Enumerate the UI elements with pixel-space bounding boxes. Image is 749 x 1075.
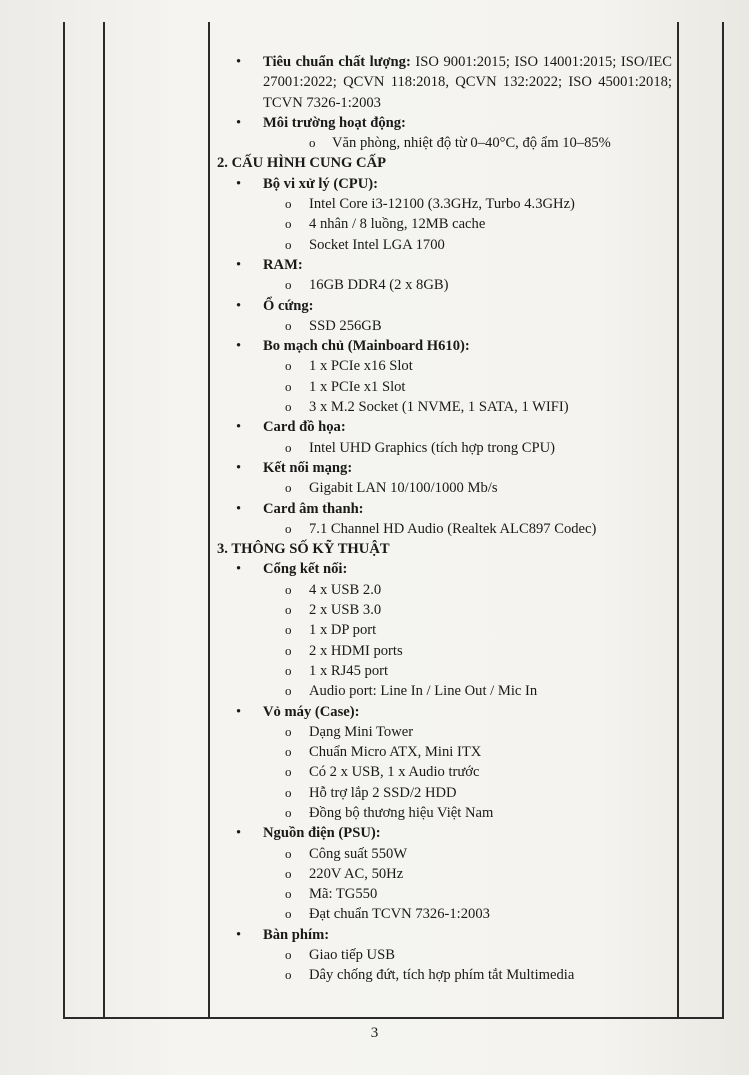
spec-group-title: Card âm thanh: bbox=[263, 500, 364, 517]
spec-item-text: Đạt chuẩn TCVN 7326-1:2003 bbox=[309, 906, 490, 923]
spec-group-vo-may-case bbox=[212, 702, 672, 722]
spec-item-text: Đồng bộ thương hiệu Việt Nam bbox=[309, 804, 494, 821]
sub-bullet-icon: o bbox=[309, 135, 316, 151]
spec-item bbox=[212, 580, 672, 600]
spec-group-bo-vi-xu-ly-cpu bbox=[212, 174, 672, 194]
sub-bullet-icon: o bbox=[285, 642, 292, 658]
environment-detail-text: Văn phòng, nhiệt độ từ 0–40°C, độ ẩm 10–85% bbox=[332, 135, 611, 152]
spec-group-ban-phim bbox=[212, 925, 672, 945]
bullet-icon: • bbox=[236, 419, 242, 436]
spec-item-text: Dây chống đứt, tích hợp phím tắt Multimedia bbox=[309, 967, 575, 984]
spec-group-title: RAM: bbox=[263, 256, 303, 273]
spec-group-title: Cổng kết nối: bbox=[263, 561, 348, 578]
bullet-icon: • bbox=[236, 561, 242, 578]
sub-bullet-icon: o bbox=[285, 602, 292, 618]
spec-item-text: 3 x M.2 Socket (1 NVME, 1 SATA, 1 WIFI) bbox=[309, 399, 569, 416]
bullet-icon: • bbox=[236, 825, 242, 842]
spec-item-text: 220V AC, 50Hz bbox=[309, 865, 404, 882]
spec-item-text: Giao tiếp USB bbox=[309, 947, 395, 964]
sub-bullet-icon: o bbox=[285, 947, 292, 963]
sub-bullet-icon: o bbox=[285, 683, 292, 699]
table-border-bottom bbox=[63, 1017, 724, 1019]
sub-bullet-icon: o bbox=[285, 216, 292, 232]
spec-item bbox=[212, 945, 672, 965]
sub-bullet-icon: o bbox=[285, 399, 292, 415]
bullet-icon: • bbox=[236, 500, 242, 517]
bullet-icon: • bbox=[236, 114, 242, 131]
sub-bullet-icon: o bbox=[285, 236, 292, 252]
bullet-icon: • bbox=[236, 703, 242, 720]
sub-bullet-icon: o bbox=[285, 662, 292, 678]
spec-item bbox=[212, 762, 672, 782]
spec-item-text: 1 x PCIe x1 Slot bbox=[309, 378, 406, 395]
environment-detail bbox=[212, 133, 672, 153]
quality-standards-text: ISO 9001:2015; ISO 14001:2015; ISO/IEC 27001:2022; QCVN 118:2018, QCVN 132:2022; ISO 45001:2018; TCVN 7326-1:2003 bbox=[263, 54, 673, 111]
table-column-divider-1 bbox=[103, 22, 105, 1018]
sub-bullet-icon: o bbox=[285, 358, 292, 374]
spec-cell bbox=[212, 52, 672, 986]
spec-group-bo-mach-chu-mainboard-h610 bbox=[212, 336, 672, 356]
sub-bullet-icon: o bbox=[285, 744, 292, 760]
spec-item-text: Công suất 550W bbox=[309, 845, 408, 862]
spec-item bbox=[212, 275, 672, 295]
sub-bullet-icon: o bbox=[285, 317, 292, 333]
spec-group-card-am-thanh bbox=[212, 499, 672, 519]
spec-item-text: 2 x USB 3.0 bbox=[309, 602, 382, 619]
spec-item-text: 4 x USB 2.0 bbox=[309, 581, 382, 598]
spec-item-text: 1 x RJ45 port bbox=[309, 662, 389, 679]
spec-group-title: Ổ cứng: bbox=[263, 297, 314, 314]
spec-group-card-do-hoa bbox=[212, 417, 672, 437]
spec-group-title: Nguồn điện (PSU): bbox=[263, 825, 381, 842]
spec-item-text: Audio port: Line In / Line Out / Mic In bbox=[309, 683, 538, 700]
spec-item bbox=[212, 235, 672, 255]
spec-item bbox=[212, 214, 672, 234]
sub-bullet-icon: o bbox=[285, 378, 292, 394]
spec-item bbox=[212, 661, 672, 681]
page-number: 3 bbox=[370, 1025, 379, 1041]
spec-item-text: 4 nhân / 8 luồng, 12MB cache bbox=[309, 216, 486, 233]
table-column-divider-3 bbox=[677, 22, 679, 1018]
spec-item bbox=[212, 194, 672, 214]
spec-group-title: Bo mạch chủ (Mainboard H610): bbox=[263, 338, 470, 355]
bullet-icon: • bbox=[236, 175, 242, 192]
sub-bullet-icon: o bbox=[285, 196, 292, 212]
sub-bullet-icon: o bbox=[285, 622, 292, 638]
bullet-icon: • bbox=[236, 459, 242, 476]
sub-bullet-icon: o bbox=[285, 906, 292, 922]
sub-bullet-icon: o bbox=[285, 520, 292, 536]
spec-group-title: Kết nối mạng: bbox=[263, 459, 353, 476]
spec-item bbox=[212, 864, 672, 884]
spec-item-text: Socket Intel LGA 1700 bbox=[309, 236, 445, 253]
sub-bullet-icon: o bbox=[285, 723, 292, 739]
section-3-title: 3. THÔNG SỐ KỸ THUẬT bbox=[217, 541, 390, 558]
bullet-icon: • bbox=[236, 297, 242, 314]
spec-item bbox=[212, 803, 672, 823]
spec-item bbox=[212, 377, 672, 397]
spec-group-o-cung bbox=[212, 296, 672, 316]
environment-title: Môi trường hoạt động: bbox=[263, 114, 406, 131]
spec-item bbox=[212, 600, 672, 620]
spec-item-text: Gigabit LAN 10/100/1000 Mb/s bbox=[309, 480, 498, 497]
sub-bullet-icon: o bbox=[285, 886, 292, 902]
quality-standards-title: Tiêu chuẩn chất lượng: bbox=[263, 54, 411, 70]
spec-item-text: Dạng Mini Tower bbox=[309, 723, 414, 740]
spec-item-text: 1 x DP port bbox=[309, 622, 377, 639]
environment-item bbox=[212, 113, 672, 133]
spec-item bbox=[212, 519, 672, 539]
spec-item-text: SSD 256GB bbox=[309, 317, 382, 334]
spec-item-text: 1 x PCIe x16 Slot bbox=[309, 358, 413, 375]
table-border-left bbox=[63, 22, 65, 1018]
spec-item bbox=[212, 438, 672, 458]
bullet-icon: • bbox=[236, 54, 242, 70]
sub-bullet-icon: o bbox=[285, 480, 292, 496]
sub-bullet-icon: o bbox=[285, 804, 292, 820]
spec-item bbox=[212, 904, 672, 924]
spec-item bbox=[212, 844, 672, 864]
bullet-icon: • bbox=[236, 926, 242, 943]
bullet-icon: • bbox=[236, 338, 242, 355]
spec-group-cong-ket-noi bbox=[212, 559, 672, 579]
bullet-icon: • bbox=[236, 256, 242, 273]
spec-item bbox=[212, 478, 672, 498]
spec-item bbox=[212, 884, 672, 904]
spec-group-title: Vỏ máy (Case): bbox=[263, 703, 360, 720]
spec-item bbox=[212, 620, 672, 640]
section-2-title: 2. CẤU HÌNH CUNG CẤP bbox=[217, 155, 387, 172]
sub-bullet-icon: o bbox=[285, 967, 292, 983]
sub-bullet-icon: o bbox=[285, 277, 292, 293]
quality-standards-item bbox=[212, 52, 672, 113]
spec-item-text: Chuẩn Micro ATX, Mini ITX bbox=[309, 744, 482, 761]
spec-item bbox=[212, 316, 672, 336]
spec-group-title: Bộ vi xử lý (CPU): bbox=[263, 175, 378, 192]
spec-item-text: Intel UHD Graphics (tích hợp trong CPU) bbox=[309, 439, 556, 456]
spec-item-text: Hỗ trợ lắp 2 SSD/2 HDD bbox=[309, 784, 457, 801]
spec-group-ram bbox=[212, 255, 672, 275]
sub-bullet-icon: o bbox=[285, 764, 292, 780]
spec-group-ket-noi-mang bbox=[212, 458, 672, 478]
section-2-list bbox=[212, 174, 672, 539]
spec-group-title: Bàn phím: bbox=[263, 926, 330, 943]
spec-item-text: 7.1 Channel HD Audio (Realtek ALC897 Codec) bbox=[309, 520, 597, 537]
spec-item-text: 16GB DDR4 (2 x 8GB) bbox=[309, 277, 449, 294]
sub-bullet-icon: o bbox=[285, 865, 292, 881]
sub-bullet-icon: o bbox=[285, 439, 292, 455]
sub-bullet-icon: o bbox=[285, 784, 292, 800]
sub-bullet-icon: o bbox=[285, 845, 292, 861]
spec-item bbox=[212, 681, 672, 701]
spec-item bbox=[212, 965, 672, 985]
spec-group-nguon-dien-psu bbox=[212, 823, 672, 843]
spec-item bbox=[212, 742, 672, 762]
table-border-right bbox=[722, 22, 724, 1018]
spec-item-text: Intel Core i3-12100 (3.3GHz, Turbo 4.3GHz) bbox=[309, 196, 575, 213]
spec-item bbox=[212, 397, 672, 417]
spec-group-title: Card đồ họa: bbox=[263, 419, 346, 436]
spec-item-text: Có 2 x USB, 1 x Audio trước bbox=[309, 764, 480, 781]
table-column-divider-2 bbox=[208, 22, 210, 1018]
spec-item bbox=[212, 783, 672, 803]
sub-bullet-icon: o bbox=[285, 581, 292, 597]
spec-item-text: Mã: TG550 bbox=[309, 886, 378, 903]
spec-item bbox=[212, 356, 672, 376]
spec-item-text: 2 x HDMI ports bbox=[309, 642, 403, 659]
section-3-list bbox=[212, 559, 672, 985]
spec-item bbox=[212, 722, 672, 742]
spec-item bbox=[212, 641, 672, 661]
